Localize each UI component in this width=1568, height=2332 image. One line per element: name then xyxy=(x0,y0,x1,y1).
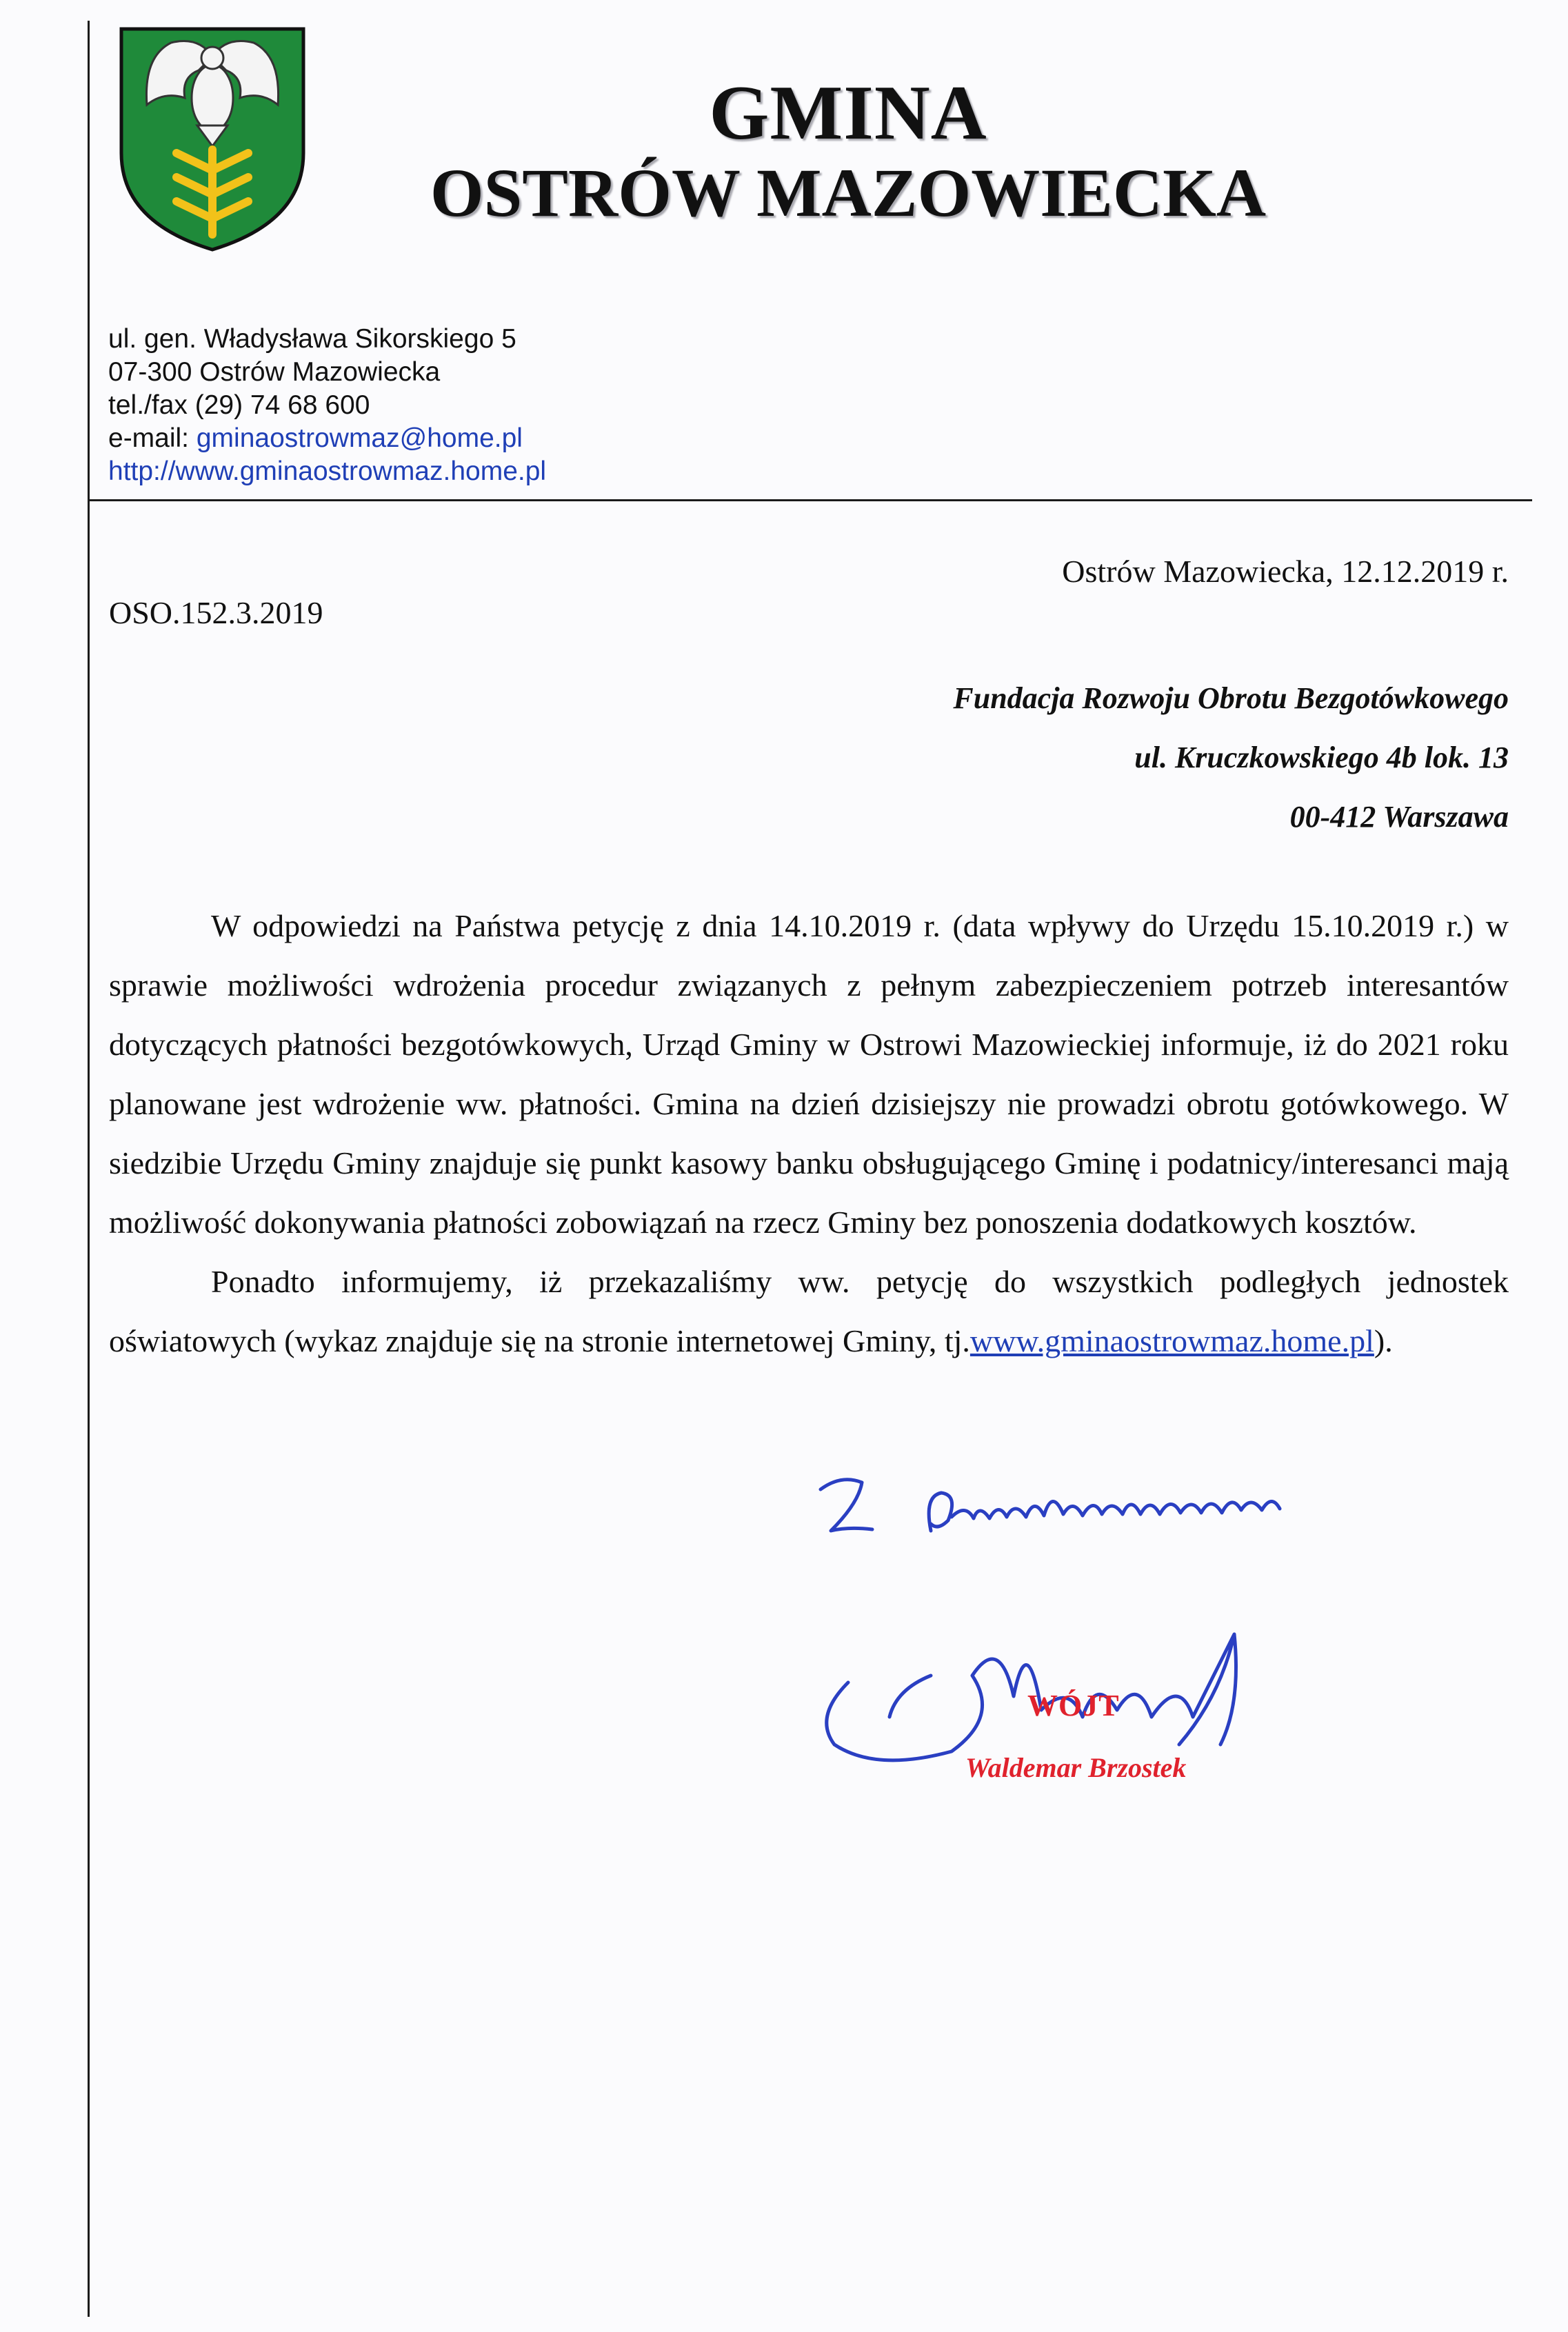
email-label: e-mail: xyxy=(108,423,197,453)
municipality-title-line2: OSTRÓW MAZOWIECKA xyxy=(430,154,1267,231)
signature-area xyxy=(793,1455,1482,1841)
letter-body xyxy=(109,896,1509,1371)
wojt-stamp-name: Waldemar Brzostek xyxy=(965,1752,1187,1783)
wojt-stamp-title: WÓJT xyxy=(1027,1689,1120,1722)
body-paragraph-1: W odpowiedzi na Państwa petycję z dnia 14.10.2019 r. (data wpływy do Urzędu 15.10.2019 r.) w sprawie możliwości wdrożenia procedur związanych z pełnym zabezpieczeniem potrzeb interesantów dotyczących płatności bezgotówkowych, Urząd Gminy w Ostrowi Mazowieckiej informuje, iż do 2021 roku planowane jest wdrożenie ww. płatności. Gmina na dzień dzisiejszy nie prowadzi obrotu gotówkowego. W siedzibie Urzędu Gminy znajduje się punkt kasowy banku obsługującego Gminę i podatnicy/interesanci mają możliwość dokonywania płatności zobowiązań na rzecz Gminy bez ponoszenia dodatkowych kosztów. xyxy=(109,908,1509,1240)
website-link[interactable]: http://www.gminaostrowmaz.home.pl xyxy=(108,456,547,486)
email-link[interactable]: gminaostrowmaz@home.pl xyxy=(196,423,523,453)
gmina-website-link[interactable]: www.gminaostrowmaz.home.pl xyxy=(969,1323,1374,1358)
addressee-line1: Fundacja Rozwoju Obrotu Bezgotówkowego xyxy=(953,681,1509,715)
paragraph-2-text: Ponadto informujemy, iż przekazaliśmy ww. petycję do wszystkich podległych jednostek oświatowych (wykaz znajduje się na stronie internetowej Gminy, tj. xyxy=(109,1264,1509,1358)
addressee-line2: ul. Kruczkowskiego 4b lok. 13 xyxy=(1134,741,1509,774)
contact-city: 07-300 Ostrów Mazowiecka xyxy=(108,357,441,387)
left-margin-rule xyxy=(88,21,90,2317)
addressee-block xyxy=(953,669,1509,847)
header-divider xyxy=(88,499,1532,501)
municipality-title-line1: GMINA xyxy=(709,70,987,156)
contact-street: ul. gen. Władysława Sikorskiego 5 xyxy=(108,324,516,354)
coat-of-arms-icon xyxy=(116,15,309,253)
letter-date: Ostrów Mazowiecka, 12.12.2019 r. xyxy=(1062,554,1509,589)
paragraph-2-end: ). xyxy=(1374,1323,1393,1358)
contact-phone: tel./fax (29) 74 68 600 xyxy=(108,390,370,420)
contact-email-row xyxy=(108,422,546,455)
addressee-line3: 00-412 Warszawa xyxy=(1289,800,1509,834)
body-paragraph-2 xyxy=(109,1252,1509,1371)
reference-number: OSO.152.3.2019 xyxy=(109,595,323,630)
contact-block xyxy=(108,323,546,488)
